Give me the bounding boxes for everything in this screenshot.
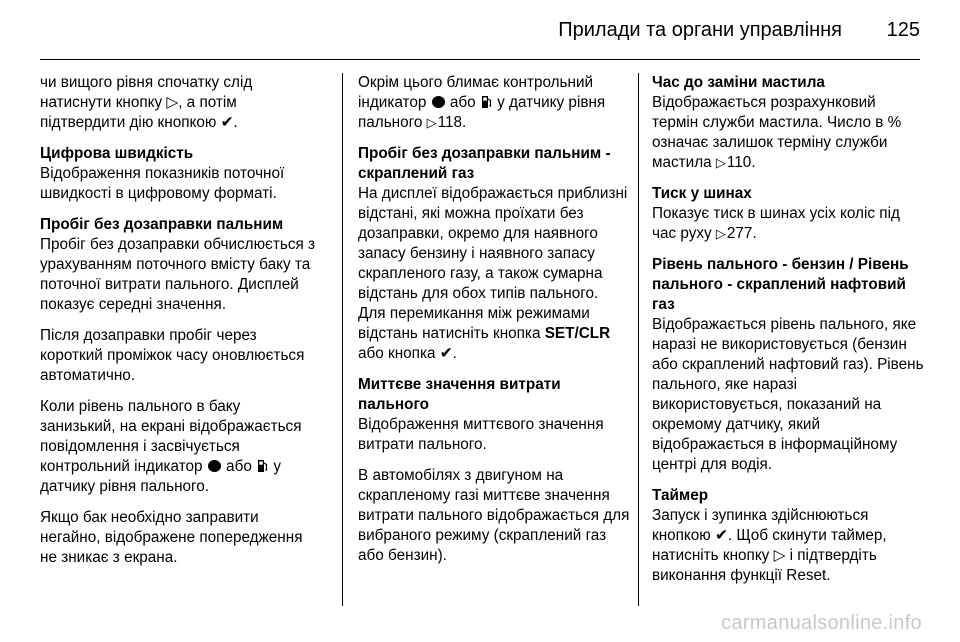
- paragraph: Якщо бак необхідно заправити негайно, відображене попередження не зникає з екрана.: [40, 509, 303, 566]
- reference-arrow-icon: ▷: [715, 155, 726, 170]
- section-heading: Час до заміни мастила: [652, 74, 825, 91]
- section-heading: Тиск у шинах: [652, 185, 752, 202]
- page-title: Прилади та органи управління: [558, 19, 842, 41]
- column-1: [40, 73, 318, 579]
- check-icon: ✔: [439, 345, 453, 362]
- section-text: Відображення миттєвого значення витрати пального.: [358, 416, 604, 453]
- check-icon: ✔: [715, 527, 728, 544]
- page-header: [0, 0, 960, 60]
- section-digital-speed: [40, 144, 318, 204]
- paragraph: Коли рівень пального в баку занизький, на екрані відображається повідомлення і засвічується контрольний індикатор або у датчику рівня пального.: [40, 398, 302, 495]
- reference-arrow-icon: ▷: [715, 226, 726, 241]
- header-divider: [40, 59, 920, 60]
- section-instant-consumption: [358, 375, 630, 455]
- set-clr-button-label: SET/CLR: [544, 325, 611, 342]
- paragraph-continued: Окрім цього блимає контрольний індикатор або у датчику рівня пального ▷118.: [358, 74, 606, 131]
- section-tire-pressure: Тиск у шинах Показує тиск в шинах усіх коліс під час руху ▷277.: [652, 184, 924, 244]
- section-text: Відображається рівень пального, яке наразі не використовується (бензин або скраплений нафтовий газ). Рівень пального, яке наразі використовується, показаний на окремому датчику, який відображається в інформаційному центрі для водія.: [652, 316, 924, 473]
- column-divider-2: [638, 73, 639, 606]
- check-icon: ✔: [220, 114, 234, 131]
- section-heading: Пробіг без дозаправки пальним: [40, 216, 284, 233]
- arrow-right-icon: ▷: [773, 547, 786, 564]
- page-reference[interactable]: 277: [726, 225, 753, 242]
- paragraph: Після дозаправки пробіг через короткий проміжок часу оновлюється автоматично.: [40, 327, 305, 384]
- arrow-right-icon: ▷: [166, 94, 179, 111]
- section-heading: Пробіг без дозаправки пальним - скраплений газ: [358, 145, 611, 182]
- page-number: 125: [886, 19, 920, 41]
- section-heading: Таймер: [652, 487, 709, 504]
- fuel-pump-icon: [481, 95, 492, 109]
- section-text: Пробіг без дозаправки обчислюється з урахуванням поточного вмісту баку та поточної витрати пального. Дисплей показує середні значення.: [40, 236, 316, 313]
- column-divider-1: [342, 73, 343, 606]
- section-range-lpg: Пробіг без дозаправки пальним - скраплений газ На дисплеї відображається приблизні відстані, які можна проїхати без дозаправки, окремо для наявного запасу бензину і наявного запасу скрапленого газу, а також сумарна відстань для обох типів пального. Для перемикання між режимами відстань натисніть кнопка SET/CLR або кнопка ✔.: [358, 144, 630, 364]
- reference-arrow-icon: ▷: [426, 115, 437, 130]
- fuel-pump-icon: [257, 459, 268, 473]
- section-text: Відображення показників поточної швидкості в цифровому форматі.: [40, 165, 285, 202]
- watermark: carmanualsonline.info: [721, 612, 922, 634]
- section-heading: Цифрова швидкість: [40, 145, 194, 162]
- section-timer: Таймер Запуск і зупинка здійснюються кнопкою ✔. Щоб скинути таймер, натисніть кнопку ▷ і підтвердіть виконання функції Reset.: [652, 486, 924, 586]
- section-fuel-level: [652, 255, 924, 475]
- column-2: [358, 73, 630, 577]
- page-reference[interactable]: 110: [726, 154, 752, 171]
- section-range: [40, 215, 318, 315]
- fuel-warning-dot-icon: [432, 96, 445, 108]
- fuel-warning-dot-icon: [208, 460, 221, 472]
- column-3: [652, 73, 924, 597]
- paragraph-continued: чи вищого рівня спочатку слід натиснути кнопку ▷, а потім підтвердити дію кнопкою ✔.: [40, 74, 253, 131]
- section-oil-life: Час до заміни мастила Відображається розрахунковий термін служби мастила. Число в % означає залишок терміну служби мастила ▷110.: [652, 73, 924, 173]
- section-heading: Миттєве значення витрати пального: [358, 376, 561, 413]
- section-heading: Рівень пального - бензин / Рівень пального - скраплений нафтовий газ: [652, 256, 909, 313]
- paragraph: В автомобілях з двигуном на скрапленому газі миттєве значення витрати пального відображається для вибраного режиму (скраплений газ або бензин).: [358, 467, 630, 564]
- page-reference[interactable]: 118: [437, 114, 463, 131]
